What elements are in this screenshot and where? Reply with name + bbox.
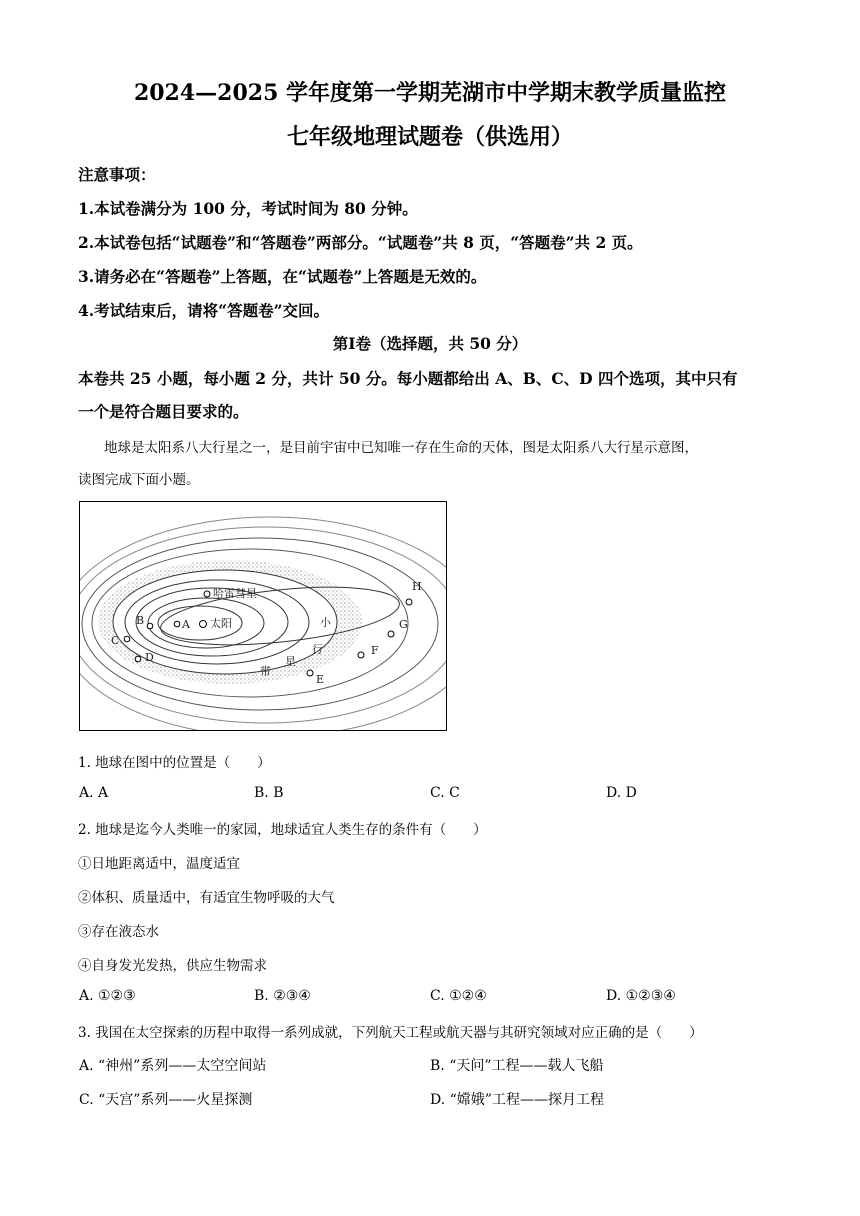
planet-c-marker	[124, 636, 130, 642]
planet-a-label: A	[182, 618, 190, 631]
question-1-stem: 1. 地球在图中的位置是（ ）	[78, 755, 271, 771]
notice-heading: 注意事项：	[78, 165, 156, 184]
q1-option-a[interactable]: A. A	[79, 785, 109, 801]
q1-option-b[interactable]: B. B	[254, 785, 284, 801]
planet-c-label: C	[111, 634, 120, 647]
section-intro-2: 一个是符合题目要求的。	[78, 402, 249, 421]
planet-b-label: B	[136, 614, 145, 627]
asteroid-belt-label-2: 行	[312, 643, 323, 656]
q2-statement-1: ①日地距离适中，温度适宜	[78, 856, 240, 872]
q2-option-c[interactable]: C. ①②④	[430, 988, 487, 1004]
planet-h-label: H	[412, 580, 422, 593]
notice-item-2: 2.本试卷包括“试题卷”和“答题卷”两部分。“试题卷”共 8 页，“答题卷”共 2 页。	[78, 233, 643, 252]
notice-item-4: 4.考试结束后，请将“答题卷”交回。	[78, 301, 330, 320]
solar-system-diagram	[79, 501, 447, 731]
q3-option-b[interactable]: B. “天问”工程——载人飞船	[430, 1058, 604, 1074]
exam-title: 2024—2025 学年度第一学期芜湖市中学期末教学质量监控	[133, 80, 727, 106]
question-2-stem: 2. 地球是迄今人类唯一的家园，地球适宜人类生存的条件有（ ）	[78, 822, 487, 838]
q1-option-c[interactable]: C. C	[430, 785, 460, 801]
q2-option-d[interactable]: D. ①②③④	[606, 988, 676, 1004]
planet-g-label: G	[399, 618, 408, 631]
asteroid-belt-label-3: 星	[285, 655, 296, 668]
planet-d-label: D	[145, 651, 154, 664]
halley-comet-marker	[204, 591, 210, 597]
asteroid-belt-label-1: 小	[320, 616, 331, 629]
asteroid-belt-label-4: 带	[260, 665, 271, 678]
section-title: 第Ⅰ卷（选择题，共 50 分）	[332, 334, 528, 353]
planet-g-marker	[388, 631, 394, 637]
q2-statement-2: ②体积、质量适中，有适宜生物呼吸的大气	[78, 890, 335, 906]
q2-option-b[interactable]: B. ②③④	[254, 988, 311, 1004]
planet-b-marker	[147, 623, 153, 629]
section-intro-1: 本卷共 25 小题，每小题 2 分，共计 50 分。每小题都给出 A、B、C、D 四个选项，其中只有	[78, 369, 738, 388]
q3-option-d[interactable]: D. “嫦娥”工程——探月工程	[430, 1092, 604, 1108]
q2-statement-4: ④自身发光发热，供应生物需求	[78, 958, 267, 974]
q2-statement-3: ③存在液态水	[78, 924, 159, 940]
planet-e-marker	[307, 670, 313, 676]
comet-label: 哈雷彗星	[213, 587, 257, 600]
notice-item-3: 3.请务必在“答题卷”上答题，在“试题卷”上答题是无效的。	[78, 267, 487, 286]
passage-line-1: 地球是太阳系八大行星之一，是目前宇宙中已知唯一存在生命的天体，图是太阳系八大行星示意图，	[104, 440, 698, 456]
q3-option-c[interactable]: C. “天宫”系列——火星探测	[79, 1092, 253, 1108]
planet-f-marker	[358, 652, 364, 658]
planet-f-label: F	[371, 644, 379, 657]
sun-label: 太阳	[210, 617, 232, 630]
q1-option-d[interactable]: D. D	[606, 785, 637, 801]
notice-item-1: 1.本试卷满分为 100 分，考试时间为 80 分钟。	[78, 199, 418, 218]
q2-option-a[interactable]: A. ①②③	[79, 988, 136, 1004]
planet-d-marker	[135, 656, 141, 662]
passage-line-2: 读图完成下面小题。	[78, 472, 200, 488]
exam-subtitle: 七年级地理试题卷（供选用）	[286, 124, 573, 150]
q3-option-a[interactable]: A. “神州”系列——太空空间站	[79, 1058, 267, 1074]
question-3-stem: 3. 我国在太空探索的历程中取得一系列成就，下列航天工程或航天器与其研究领域对应正确的是（ ）	[78, 1025, 703, 1041]
planet-e-label: E	[316, 673, 325, 686]
planet-h-marker	[406, 599, 412, 605]
planet-a-marker	[174, 621, 180, 627]
